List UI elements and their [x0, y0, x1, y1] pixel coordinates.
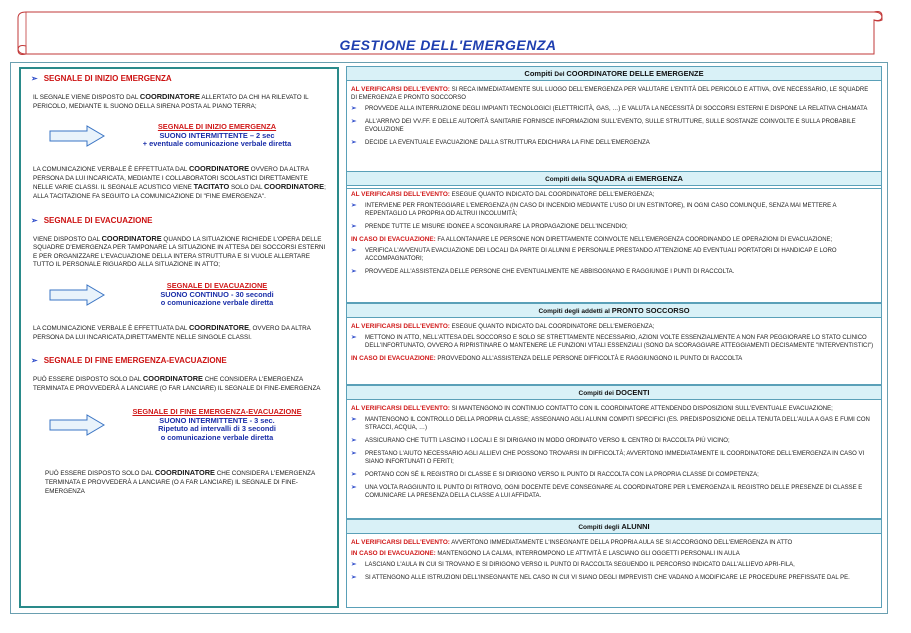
lead-text: AL VERIFICARSI DELL'EVENTO: SI MANTENGONO IN CONTINUO CONTATTO CON IL COORDINATORE ATTENDENDO DISPOSIZIONI SULL'EVENTUALE EVACUAZIONE; — [351, 405, 833, 412]
signal-evacuazione: SEGNALE DI EVACUAZIONE SUONO CONTINUO - 30 secondi o comunicazione verbale diretta — [31, 278, 329, 312]
list-item: ➢ ASSICURANO CHE TUTTI LASCINO I LOCALI E SI DIRIGANO IN MODO ORDINATO VERSO IL CENTRO DI RACCOLTA PIÙ VICINO; — [351, 437, 730, 444]
list-item: ➢ DECIDE LA EVENTUALE EVACUAZIONE DALLA STRUTTURA EDICHIARA LA FINE DELL'EMERGENZA — [351, 139, 650, 146]
evacuazione-paragraph-1: VIENE DISPOSTO DAL COORDINATORE QUANDO LA SITUAZIONE RICHIEDE L'OPERA DELLE SQUADRE D'EMERGENZA PER TAMPONARE LA SITUAZIONE IN ATTESA DEI SOCCORSI ESTERNI E PER ORGANIZZARE L'EVACUAZIONE DELLA INTERA STRUTTURA E SI VUOLE ALLERTARE TUTTO IL PERSONALE RIGUARDO ALLA SITUAZIONE IN ATTO; — [33, 233, 326, 269]
tasks-panel — [346, 66, 882, 608]
signal-title: SEGNALE DI EVACUAZIONE — [166, 281, 268, 291]
list-item: ➢ PROVVEDE ALLA INTERRUZIONE DEGLI IMPIANTI TECNOLOGICI (ELETTRICITÀ, GAS, …) E VALUTA LA NECESSITÀ DI SOCCORSI ESTERNI E DISPONE LA RELATIVA CHIAMATA — [351, 105, 868, 112]
box-alunni — [346, 519, 882, 608]
evacuazione-paragraph-2: LA COMUNICAZIONE VERBALE È EFFETTUATA DAL COORDINATORE, OVVERO DA ALTRA PERSONA DA LUI INCARICATA,DIRETTAMENTE NELLE SINGOLE CLASSI. — [33, 322, 311, 341]
arrow-bullet-icon: ➢ — [31, 74, 38, 83]
list-item: ➢ UNA VOLTA RAGGIUNTO IL PUNTO DI RITROVO, OGNI DOCENTE DEVE CONSEGNARE AL COORDINATORE PER L'EMERGENZA IL REGISTRO DELLE PRESENZE DI CLASSE E COMUNICARE LA PRESENZA DELLA CLASSE A LUI AFFIDATA. — [351, 484, 863, 499]
list-item: ➢ PRENDE TUTTE LE MISURE IDONEE A SCONGIURARE LA PROPAGAZIONE DELL'INCENDIO; — [351, 223, 628, 230]
list-item: ➢ PRESTANO L'AIUTO NECESSARIO AGLI ALLIEVI CHE POSSONO TROVARSI IN DIFFICOLTÀ; AVVERTONO IMMEDIATAMENTE IL COORDINATORE DELL'EMERGENZA IN CASO VI SIANO INFORTUNATI O FERITI; — [351, 450, 865, 465]
list-item: ➢ PROVVEDE ALL'ASSISTENZA DELLE PERSONE CHE EVENTUALMENTE NE ABBISOGNANO E RAGGIUNGE I PUNTI DI RACCOLTA. — [351, 268, 735, 275]
chevron-bullet-icon: ➢ — [351, 561, 357, 568]
chevron-bullet-icon: ➢ — [351, 484, 357, 491]
box-heading: Compiti dei DOCENTI — [347, 386, 881, 400]
lead-text: AL VERIFICARSI DELL'EVENTO: ESEGUE QUANTO INDICATO DAL COORDINATORE DELL'EMERGENZA; — [351, 191, 655, 198]
signal-title: SEGNALE DI FINE EMERGENZA-EVACUAZIONE — [132, 407, 302, 417]
box-heading: Compiti della SQUADRA di EMERGENZA — [347, 172, 881, 186]
section-heading-fine: ➢ SEGNALE DI FINE EMERGENZA-EVACUAZIONE — [31, 356, 227, 366]
lead-text: IN CASO DI EVACUAZIONE: PROVVEDONO ALL'ASSISTENZA DELLE PERSONE DIFFICOLTÀ E RAGGIUNGONO IL PUNTO DI RACCOLTA — [351, 355, 743, 362]
section-heading-inizio: ➢ SEGNALE DI INIZIO EMERGENZA — [31, 74, 172, 83]
right-arrow-icon — [49, 284, 105, 306]
chevron-bullet-icon: ➢ — [351, 471, 357, 478]
list-item: ➢ PORTANO CON SÉ IL REGISTRO DI CLASSE E SI DIRIGONO VERSO IL PUNTO DI RACCOLTA CON LA PROPRIA CLASSE DI COMPETENZA; — [351, 471, 759, 478]
chevron-bullet-icon: ➢ — [351, 450, 357, 457]
lead-text: IN CASO DI EVACUAZIONE: MANTENGONO LA CALMA, INTERROMPONO LE ATTIVITÀ E LASCIANO GLI OGGETTI PERSONALI IN AULA — [351, 550, 740, 557]
lead-text: IN CASO DI EVACUAZIONE: FA ALLONTANARE LE PERSONE NON DIRETTAMENTE COINVOLTE NELL'EMERGENZA COORDINANDO LE OPERAZIONI DI EVACUAZIONE; — [351, 236, 833, 243]
chevron-bullet-icon: ➢ — [351, 334, 357, 341]
page-title: GESTIONE DELL'EMERGENZA — [339, 37, 557, 53]
chevron-bullet-icon: ➢ — [351, 268, 357, 275]
right-arrow-icon — [49, 125, 105, 147]
section-heading-evacuazione: ➢ SEGNALE DI EVACUAZIONE — [31, 215, 153, 225]
inizio-paragraph-2: LA COMUNICAZIONE VERBALE È EFFETTUATA DAL COORDINATORE OVVERO DA ALTRA PERSONA DA LUI INCARICATA, MEDIANTE I COLLABORATORI SCOLASTICI DIRETTAMENTE NELLE VARIE CLASSI. IL SEGNALE ACUSTICO VIENE TACITATO SOLO DAL COORDINATORE; ALLA TACITAZIONE FA SEGUITO LA COMUNICAZIONE DI "FINE EMERGENZA". — [33, 164, 326, 200]
arrow-bullet-icon: ➢ — [31, 356, 38, 366]
signals-panel — [19, 67, 339, 608]
list-item: ➢ VERIFICA L'AVVENUTA EVACUAZIONE DEI LOCALI DA PARTE DI ALUNNI E PERSONALE PRESTANDO ATTENZIONE AD EVENTUALI PORTATORI DI HANDICAP E LORO ACCOMPAGNATORI; — [351, 247, 837, 262]
chevron-bullet-icon: ➢ — [351, 437, 357, 444]
list-item: ➢ ALL'ARRIVO DEI VV.FF. E DELLE AUTORITÀ SANITARIE FORNISCE INFORMAZIONI SULL'EVENTO, SULLE STRUTTURE, SULLE SOSTANZE COINVOLTE E SULLA PROBABILE EVOLUZIONE — [351, 118, 856, 133]
arrow-bullet-icon: ➢ — [31, 215, 38, 225]
chevron-bullet-icon: ➢ — [351, 202, 357, 209]
chevron-bullet-icon: ➢ — [351, 118, 357, 125]
lead-text: AL VERIFICARSI DELL'EVENTO: ESEGUE QUANTO INDICATO DAL COORDINATORE DELL'EMERGENZA; — [351, 323, 655, 330]
chevron-bullet-icon: ➢ — [351, 247, 357, 254]
fine-paragraph-1: PUÒ ESSERE DISPOSTO SOLO DAL COORDINATORE CHE CONSIDERA L'EMERGENZA TERMINATA E PROVVEDERÀ A LANCIARE (O FAR LANCIARE) IL SEGNALE DI FINE-EMERGENZA — [33, 374, 321, 392]
list-item: ➢ MANTENGONO IL CONTROLLO DELLA PROPRIA CLASSE; ASSEGNANO AGLI ALUNNI COMPITI SPECIFICI (ES. PREDISPOSIZIONE DELLA TENUTA DELL'AULA A GAS E FUMI CON STRACCI, ACQUA, …) — [351, 416, 870, 431]
title-banner — [12, 6, 884, 60]
lead-text: AL VERIFICARSI DELL'EVENTO: AVVERTONO IMMEDIATAMENTE L'INSEGNANTE DELLA PROPRIA AULA SE SI ACCORGONO DELL'EMERGENZA IN ATTO — [351, 539, 793, 546]
box-docenti — [346, 385, 882, 519]
box-heading: Compiti degli addetti al PRONTO SOCCORSO — [347, 304, 881, 318]
chevron-bullet-icon: ➢ — [351, 139, 357, 146]
inizio-paragraph-1: IL SEGNALE VIENE DISPOSTO DAL COORDINATORE ALLERTATO DA CHI HA RILEVATO IL PERICOLO, MEDIANTE IL SUONO DELLA SIRENA POSTA AL PIANO TERRA; — [33, 92, 309, 110]
signal-fine: SEGNALE DI FINE EMERGENZA-EVACUAZIONE SUONO INTERMITTENTE - 3 sec. Ripetuto ad intervalli di 3 secondi o comunicazione verbale diretta — [31, 401, 329, 449]
chevron-bullet-icon: ➢ — [351, 574, 357, 581]
list-item: ➢ SI ATTENGONO ALLE ISTRUZIONI DELL'INSEGNANTE NEL CASO IN CUI VI SIANO DEGLI IMPREVISTI CHE VADANO A MODIFICARE LE PROCEDURE PREFISSATE DAL PE. — [351, 574, 850, 581]
lead-text: AL VERIFICARSI DELL'EVENTO: SI RECA IMMEDIATAMENTE SUL LUOGO DELL'EMERGENZA PER VALUTARE L'ENTITÀ DEL PERICOLO E ATTIVA, OVE NECESSARIO, LE SQUADRE DI EMERGENZA E PRONTO SOCCORSO — [351, 86, 869, 101]
chevron-bullet-icon: ➢ — [351, 105, 357, 112]
right-arrow-icon — [49, 414, 105, 436]
box-squadra — [346, 171, 882, 303]
fine-paragraph-2: PUÒ ESSERE DISPOSTO SOLO DAL COORDINATORE CHE CONSIDERA L'EMERGENZA TERMINATA E PROVVEDERÀ A LANCIARE (O A FAR LANCIARE) IL SEGNALE DI FINE-EMERGENZA — [45, 468, 315, 495]
list-item: ➢ METTONO IN ATTO, NELL'ATTESA DEL SOCCORSO E SOLO SE STRETTAMENTE NECESSARIO, AZIONI VOLTE ESSENZIALMENTE A NON FAR PEGGIORARE LO STATO CLINICO DELL'INFORTUNATO, OVVERO A RIPRISTINARE O MANTENERE LE FUNZIONI VITALI ESSENZIALI (SONO DA SCORAGGIARE ATTEGGIAMENTI DECISAMENTE "INTERVENTISTICI") — [351, 334, 874, 349]
list-item: ➢ LASCIANO L'AULA IN CUI SI TROVANO E SI DIRIGONO VERSO IL PUNTO DI RACCOLTA SEGUENDO IL PERCORSO INDICATO DALL'ALLIEVO APRI-FILA, — [351, 561, 795, 568]
chevron-bullet-icon: ➢ — [351, 223, 357, 230]
box-heading: Compiti degli ALUNNI — [347, 520, 881, 534]
signal-title: SEGNALE DI INIZIO EMERGENZA — [157, 122, 277, 132]
box-heading: Compiti Del COORDINATORE DELLE EMERGENZE — [347, 67, 881, 81]
box-pronto-soccorso — [346, 303, 882, 385]
chevron-bullet-icon: ➢ — [351, 416, 357, 423]
signal-inizio: SEGNALE DI INIZIO EMERGENZA SUONO INTERMITTENTE – 2 sec + eventuale comunicazione verbale diretta — [31, 119, 329, 153]
list-item: ➢ INTERVIENE PER FRONTEGGIARE L'EMERGENZA (IN CASO DI INCENDIO MEDIANTE L'USO DI UN ESTINTORE), IN OGNI CASO COMUNQUE, SENZA MAI METTERE A REPENTAGLIO LA PROPRIA OD ALTRUI INCOLUMITÀ; — [351, 202, 837, 217]
